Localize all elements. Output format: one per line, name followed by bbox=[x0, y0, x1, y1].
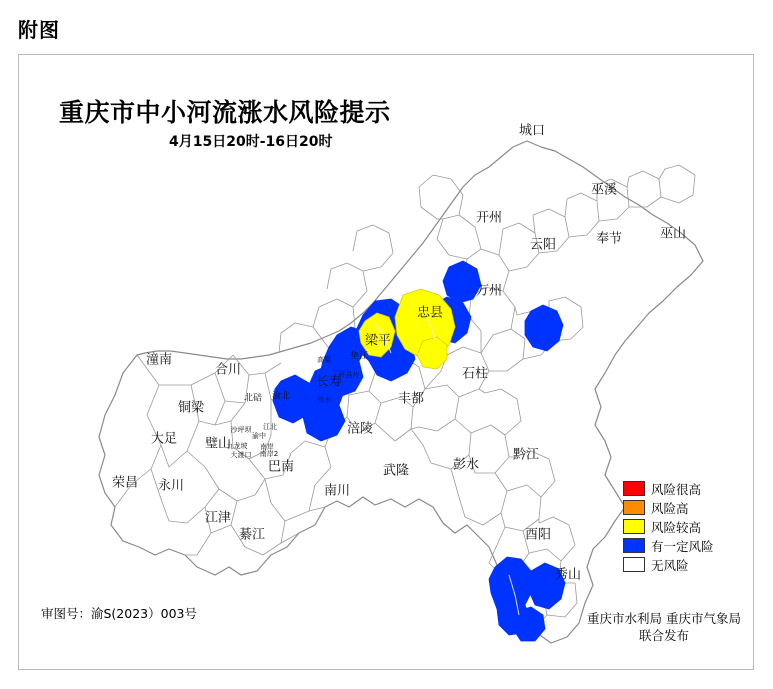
county-label-yuzhong: 渝中 bbox=[252, 432, 266, 440]
county-label-jiangbei: 江北 bbox=[263, 423, 277, 431]
county-label-qianjiang: 黔江 bbox=[512, 447, 540, 463]
legend-label-some-risk: 有一定风险 bbox=[651, 538, 714, 554]
legend-swatch-fairly-high bbox=[623, 519, 645, 534]
county-label-banan: 巴南 bbox=[267, 459, 295, 475]
legend-item-fairly-high bbox=[623, 517, 731, 536]
province-outline bbox=[99, 141, 703, 643]
county-label-dianjiang: 垫江 bbox=[349, 351, 369, 362]
county-label-fuling: 涪陵 bbox=[346, 421, 374, 437]
county-label-yubei: 渝北 bbox=[271, 391, 291, 402]
map-figure-frame bbox=[18, 54, 754, 670]
issuer-line-1: 重庆市水利局 重庆市气象局 bbox=[587, 611, 741, 626]
county-label-nanan-2: 南岸2 bbox=[259, 450, 279, 458]
county-label-kaixian-patch: 开县片 bbox=[338, 371, 360, 379]
legend-item-high bbox=[623, 498, 731, 517]
county-label-wuxi: 巫溪 bbox=[590, 182, 618, 198]
issuer-line-2: 联合发布 bbox=[638, 627, 689, 643]
county-label-kaizhou: 开州 bbox=[475, 210, 503, 226]
issuer-block bbox=[579, 611, 749, 645]
legend bbox=[623, 479, 731, 574]
legend-swatch-no-risk bbox=[623, 557, 645, 572]
county-label-shapingba: 沙坪坝 bbox=[230, 426, 252, 434]
county-label-tongnan: 潼南 bbox=[145, 352, 173, 368]
county-label-dazu: 大足 bbox=[150, 431, 178, 447]
county-label-qijiang: 綦江 bbox=[238, 527, 266, 543]
county-label-linshui: 邻水 bbox=[317, 396, 331, 404]
county-label-chengkou: 城口 bbox=[518, 123, 546, 139]
county-label-tongliang: 铜梁 bbox=[177, 400, 205, 416]
county-label-shizhu: 石柱 bbox=[461, 366, 489, 382]
figure-label: 附图 bbox=[18, 18, 60, 42]
map-subtitle: 4月15日20时-16日20时 bbox=[169, 134, 333, 150]
county-label-pengshui: 彭水 bbox=[452, 457, 480, 473]
legend-label-fairly-high: 风险较高 bbox=[651, 519, 702, 535]
legend-item-some-risk bbox=[623, 536, 731, 555]
county-label-dadukou: 大渡口 bbox=[230, 451, 252, 459]
legend-item-very-high bbox=[623, 479, 731, 498]
legend-label-no-risk: 无风险 bbox=[651, 557, 689, 573]
legend-swatch-some-risk bbox=[623, 538, 645, 553]
county-label-wushan: 巫山 bbox=[659, 226, 687, 242]
county-label-wanzhou: 万州 bbox=[475, 283, 503, 299]
county-label-wulong: 武隆 bbox=[382, 463, 410, 479]
county-label-fengjie: 奉节 bbox=[595, 231, 623, 247]
legend-item-no-risk bbox=[623, 555, 731, 574]
county-label-liangping: 梁平 bbox=[364, 333, 392, 349]
county-label-nanan: 南岸 bbox=[260, 443, 274, 451]
county-label-youyang: 酉阳 bbox=[524, 527, 552, 543]
map-title: 重庆市中小河流涨水风险提示 bbox=[59, 98, 391, 127]
legend-swatch-very-high bbox=[623, 481, 645, 496]
legend-label-high: 风险高 bbox=[651, 500, 689, 516]
county-label-jiangjin: 江津 bbox=[204, 510, 232, 526]
legend-swatch-high bbox=[623, 500, 645, 515]
county-label-beibei: 北碚 bbox=[243, 393, 263, 404]
county-label-gaoliang: 高梁 bbox=[317, 356, 331, 364]
county-label-nanchuan: 南川 bbox=[323, 483, 351, 499]
approval-number: 审图号：渝S(2023）003号 bbox=[41, 606, 197, 621]
county-label-yunyang: 云阳 bbox=[529, 237, 557, 253]
county-label-hechuan: 合川 bbox=[214, 362, 242, 378]
county-label-fengdu: 丰都 bbox=[397, 391, 425, 407]
county-label-yongchuan: 永川 bbox=[157, 478, 185, 494]
county-label-bishan: 璧山 bbox=[204, 436, 232, 452]
chongqing-risk-map bbox=[19, 55, 755, 671]
county-label-changshou: 长寿 bbox=[315, 374, 343, 390]
county-label-rongchang: 荣昌 bbox=[111, 475, 139, 491]
legend-label-very-high: 风险很高 bbox=[651, 481, 702, 497]
county-label-xiushan: 秀山 bbox=[554, 567, 582, 583]
county-label-jiulongpo: 九龙坡 bbox=[226, 442, 248, 450]
county-label-zhongxian: 忠县 bbox=[416, 305, 444, 321]
